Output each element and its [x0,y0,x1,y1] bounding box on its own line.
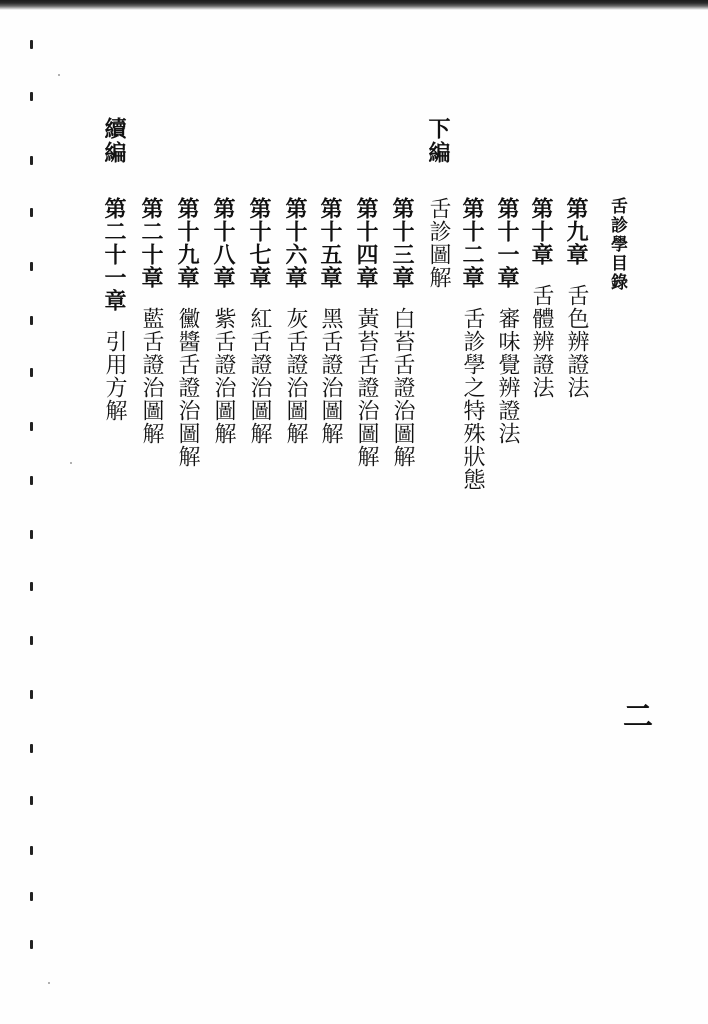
section-title-lower: 下編 [425,117,451,165]
chapter-number: 第十九章 [174,197,200,289]
chapter-title: 紫舌證治圖解 [211,307,236,445]
toc-entry[interactable] [140,197,162,445]
chapter-number: 第十四章 [353,197,379,289]
toc-entry[interactable] [355,197,377,468]
chapter-title: 引用方解 [102,330,127,422]
chapter-title: 審味覺辨證法 [495,307,520,445]
chapter-title: 白苔舌證治圖解 [390,307,415,468]
toc-entry[interactable] [391,197,413,468]
toc-entry[interactable] [284,197,306,445]
page-number: 二 [617,700,652,730]
chapter-title: 紅舌證治圖解 [247,307,272,445]
chapter-number: 第二十一章 [101,197,127,312]
chapter-title: 黴醬舌證治圖解 [175,307,200,468]
chapter-number: 第十二章 [459,197,485,289]
section-subtitle: 舌診圖解 [426,197,451,289]
chapter-title: 舌體辨證法 [529,284,554,399]
running-title: 舌診學目錄 [607,197,627,292]
chapter-number: 第十五章 [317,197,343,289]
chapter-number: 第十三章 [389,197,415,289]
chapter-title: 灰舌證治圖解 [283,307,308,445]
toc-entry[interactable] [461,197,483,491]
top-edge-rule [0,0,708,10]
chapter-number: 第十七章 [246,197,272,289]
chapter-title: 舌診學之特殊狀態 [460,307,485,491]
binding-punch-marks [30,40,44,1000]
chapter-title: 黑舌證治圖解 [318,307,343,445]
chapter-number: 第十八章 [210,197,236,289]
chapter-title: 藍舌證治圖解 [139,307,164,445]
toc-entry[interactable] [248,197,270,445]
chapter-number: 第十六章 [282,197,308,289]
toc-entry[interactable] [319,197,341,445]
chapter-number: 第十章 [528,197,554,266]
toc-entry[interactable] [565,197,587,399]
toc-entry[interactable] [103,197,125,422]
chapter-number: 第九章 [563,197,589,266]
toc-entry[interactable] [496,197,518,445]
toc-entry[interactable] [212,197,234,445]
chapter-title: 黃苔舌證治圖解 [354,307,379,468]
chapter-number: 第二十章 [138,197,164,289]
chapter-title: 舌色辨證法 [564,284,589,399]
section-title-continued: 續編 [101,117,127,165]
chapter-number: 第十一章 [494,197,520,289]
toc-entry[interactable] [176,197,198,468]
toc-entry[interactable] [530,197,552,399]
